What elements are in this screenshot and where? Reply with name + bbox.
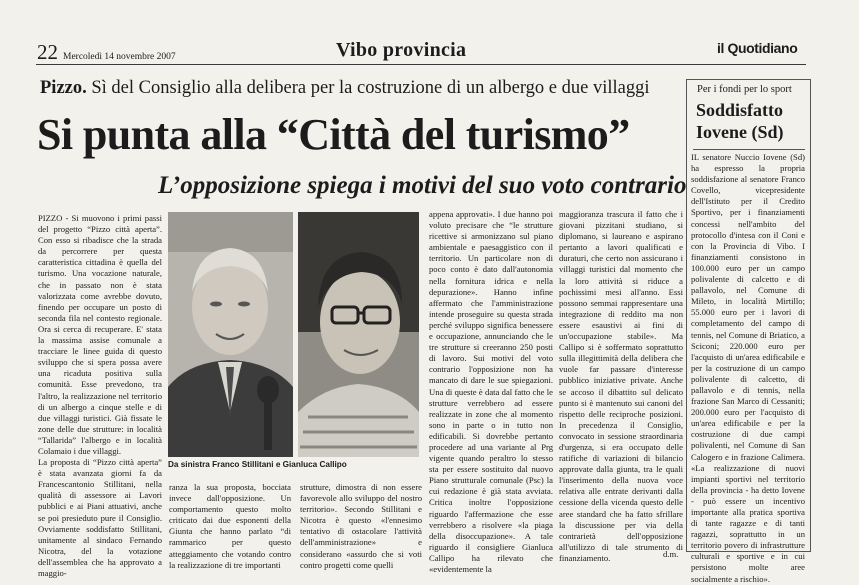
sidebar-rule [693, 149, 805, 150]
sidebar-title-line-1: Soddisfatto [696, 100, 784, 120]
sidebar-body: IL senatore Nuccio Iovene (Sd) ha espresso la propria soddisfazione al senatore Franco Covello, vicepresidente dell'Istituto per il Credito Sportivo, per i finanziamenti concessi nell'ambito del protocollo d'intesa con il Coni e con la Provincia di Vibo. I finanziamenti consistono in 100.000 euro per un campo polivalente di calcetto e di pallavolo, nel Comune di Mileto, in località Mirtillo; 55.000 euro per i lavori di completamento del campo di tennis, nel Comune di Briatico, a Sciconi; 220.000 euro per l'acquisto di un'area edificabile e per la costruzione di un campo polivalente di calcetto, di pallavolo e di tennis, nella frazione San Marco di Cessaniti; 200.000 euro per l'acquisto di un'area edificabile e per la costruzione di due campi polivalenti, nel Comune di San Calogero e in frazione Calimera. «La realizzazione di nuovi impianti sportivi nel territorio della provincia - ha detto Iovene - può essere un incentivo importante alla pratica sportiva di tante ragazze e di tanti ragazzi, soprattutto in un territorio povero di infrastrutture culturali e sportive e in cui persistono molte aree socialmente a rischio». [691, 152, 805, 584]
photo-franco-stillitani [168, 212, 293, 457]
article-column-4: appena approvati». I due hanno poi voluto precisare che “le strutture ricettive si armonizzano sul piano ambientale e paesaggistico con il territorio. Un particolare non di poco conto è dato dall'autonomia nella fornitura idrica e nella depurazione». Hanno infine affermato che l'amministrazione intende proseguire su questa strada perché sviluppo significa benessere e occupazione, annunciando che le tre strutture si creeranno 250 posti di lavoro. Sui motivi del voto contrario l'opposizione non ha mancato di dare le sue spiegazioni. Una di queste è data dal fatto che le strutture verrebbero ad essere realizzate in zone che al momento sono in parte o in tutto non edificabili. Si dovrebbe pertanto procedere ad una variante al Prg vigente quando peraltro lo stesso sta per essere sostituito dal nuovo Piano strutturale comunale (Psc) la cui redazione è già stata avviata. Critica inoltre l'opposizione riguardo l'affermazione che esse verrebbero a risolvere «la piaga della disoccupazione». A tale riguardo il consigliere Gianluca Callipo ha rilevato che «evidentemente la [429, 209, 553, 574]
section-title: Vibo provincia [336, 39, 467, 61]
portrait-stillitani-image [168, 212, 293, 457]
article-column-5: maggioranza trascura il fatto che i giovani pizzitani studiano, si diplomano, si laureano e aspirano pertanto a lavori qualificati e duraturi, che certo non assicurano i villaggi turistici dal momento che la loro attività si riduce a pochissimi mesi all'anno. Essi possono semmai rappresentare una integrazione di reddito ma non essere esaustivi ai fini di un'occupazione stabile». Ma Callipo si è soffermato soprattutto sulla illegittimità della delibera che vuole far passare d'interesse pubblico iniziative private. Anche se accoso il dibattito sul delicato punto si è mantenuto sui canoni del rispetto delle reciproche posizioni. In precedenza il Consiglio, convocato in sessione straordinaria d'urgenza, si era occupato delle ratifiche di variazioni di bilancio approvate dalla giunta, tra le quali l'inserimento della nuova voce relativa alle entrate derivanti dalla cessione della vicenda questo delle aree standard che ha fatto sfrillare la discussione per via della contrarietà dell'opposizione all'utilizzo di tale strumento di finanziamento. [559, 209, 683, 563]
issue-date: Mercoledì 14 novembre 2007 [63, 52, 176, 62]
sidebar-title-line-2: Iovene (Sd) [696, 122, 784, 142]
article-column-2: ranza la sua proposta, bocciata invece dall'opposizione. Un comportamento questo molto criticato dai due esponenti della Giunta che hanno parlato “di rammarico per questo atteggiamento che votando contro la realizzazione di tre importanti [169, 482, 291, 570]
page-number: 22 [37, 40, 58, 64]
article-kicker [40, 78, 649, 98]
sidebar-kicker: Per i fondi per lo sport [697, 84, 792, 95]
portrait-callipo-image [298, 212, 419, 457]
sidebar-title [696, 99, 784, 143]
kicker-text: Sì del Consiglio alla delibera per la costruzione di un albergo e due villaggi [91, 78, 650, 98]
article-subhead: L’opposizione spiega i motivi del suo voto contrario [158, 172, 687, 199]
kicker-place: Pizzo. [40, 78, 87, 98]
header-rule [36, 64, 806, 65]
article-column-3: strutture, dimostra di non essere favorevole allo sviluppo del nostro territorio». Secondo Stillitani e Nicotra è questo «l'ennesimo tentativo di ostacolare l'attività dell'amministrazione» e considerano «assurdo che si voti contro progetti come quelli [300, 482, 422, 570]
photo-gianluca-callipo [298, 212, 419, 457]
article-headline: Si punta alla “Città del turismo” [37, 110, 630, 159]
article-column-1: PIZZO - Si muovono i primi passi del progetto “Pizzo città aperta”. Con esso si ribadisce che la strada da percorrere per questa caratteristica cittadina è quella del turismo. Una vocazione naturale, che in passato non è stata valorizzata come avrebbe dovuto, finendo per occupare un posto di seconda fila nel contesto regionale. Ora si cerca di recuperare. E' stata la massima assise comunale a tracciare le linee guida di questo sviluppo che si spera possa avere una ricaduta positiva sulla comunità. Esse prevedono, tra l'altro, la realizzazione nel territorio di un albergo a cinque stelle e di due villaggi turistici. Già fissate le zone delle due strutture: in località “Tallarida” l'albergo e in località Colamaio i due villaggi. La proposta di “Pizzo città aperta” è stata avanzata giorni fa da Francescantonio Stillitani, nella qualità di assessore ai Lavori pubblici e ai Piani attuativi, anche se poi presieduto pure il Consiglio. Ovviamente soddisfatto Stillitani, unitamente al sindaco Fernando Nicotra, del la votazione dell'assemblea che ha approvato a maggio- [38, 213, 162, 578]
photo-caption: Da sinistra Franco Stillitani e Gianluca Callipo [168, 460, 347, 469]
author-signature: d.m. [663, 549, 679, 559]
newspaper-logo: il Quotidiano [717, 40, 798, 56]
